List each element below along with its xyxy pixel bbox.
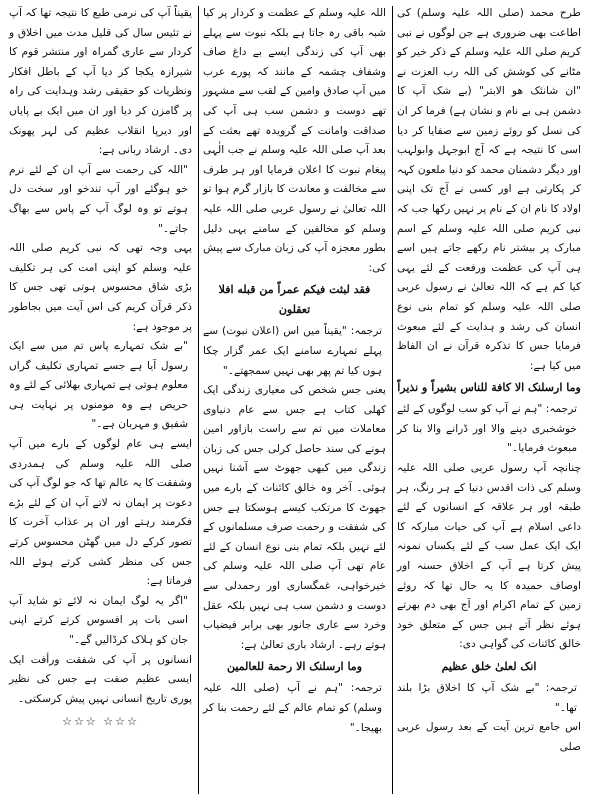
paragraph: چنانچہ آپ رسول عربی صلی اللہ علیہ وسلم کی ذات اقدس دنیا کے ہر رنگ، ہر طبقہ اور ہر علاقہ کے انسانوں کے لئے داعی اسلام ہے آپ کی حیات مبارکہ کا ایک ایک عمل سب کے لئے یکساں نمونہ پیش کرتا ہے آپ کے اخلاق حسنہ اور اوصاف حمیدہ کا یہ حال تھا کہ روئے زمین کے تمام اکرام اور آج بھی دم بھرتے ہوئے نظر آتے ہیں جس کے متعلق خود خالق کائنات کی گواہی دی: — [397, 462, 581, 651]
column-middle — [198, 4, 392, 796]
arabic-verse: وما ارسلنک الا رحمة للعالمین — [226, 660, 363, 674]
paragraph: یہی وجہ تھی کہ نبی کریم صلی اللہ علیہ وسلم کو اپنی امت کی ہر تکلیف بڑی شاق محسوس ہوتی تھی جس کا ذکر قرآن کریم کی اس آیت میں بجاطور پر موجود ہے: — [9, 242, 192, 333]
paragraph: اللہ علیہ وسلم کے عظمت و کردار پر کیا شبہ باقی رہ جاتا ہے بلکہ نبوت سے پہلے بھی آپ کی زندگی ایسے بے داغ صاف وشفاف چشمہ کے مانند کہ پورے عرب میں آپ صادق وامین کے لقب سے مشہور تھے دوست و دشمن سب ہی آپ کی صداقت وامانت کے گرویدہ تھے بعثت کے بعد آپ صلی اللہ علیہ وسلم نے جب الٰہی پیغام نبوت کا اعلان فرمایا اور ہر طرف سے مخالفت و معاندت کا بازار گرم ہوا تو اللہ تعالیٰ نے رسول عربی صلی اللہ علیہ وسلم کو مخالفین کے سامنے یہی دلیل بطور معجزہ آپ کی زبان مبارک سے پیش کی: — [203, 7, 386, 274]
section-end-stars: ☆☆☆ ☆☆☆ — [62, 715, 139, 729]
translation-quote: "اگر یہ لوگ ایمان نہ لائے تو شاید آپ اسی بات پر افسوس کرتے کرتے اپنی جان کو ہلاک کرڈالیں گے۔" — [9, 594, 188, 646]
paragraph: یعنی جس شخص کی معیاری زندگی ایک کھلی کتاب ہے جس سے عام دنیاوی معاملات میں تم سے راست بازاور امین ہونے کی سند حاصل کرلی جس کی زبان زندگی میں کبھی جھوٹ سے آشنا نہیں ہوئی۔ آخر وہ خالق کائنات کے بارے میں جھوٹ کا مرتکب کیسے ہوسکتا ہے جس کی شفقت و رحمت صرف مسلمانوں کے لئے نہیں بلکہ تمام بنی نوع انسان کے لئے عام تھی آپ صلی اللہ علیہ وسلم کی خیرخواہی، غمگساری اور رحمدلی سے دوست و دشمن سب ہی نہیں بلکہ عقل وخرد سے عاری جانور بھی برابر فیضیاب ہوتے رہے۔ ارشاد باری تعالیٰ ہے: — [203, 384, 386, 651]
paragraph: اس جامع ترین آیت کے بعد رسول عربی صلی — [397, 721, 581, 753]
paragraph: انسانوں پر آپ کی شفقت ورأفت ایک ایسی عظیم صفت ہے جس کی نظیر پوری تاریخ انسانی نہیں پیش کرسکتی۔ — [9, 653, 192, 705]
translation-quote: ترجمہ: "ہم نے آپ کو سب لوگوں کے لئے خوشخبری دینے والا اور ڈرانے والا بنا کر مبعوث فرمایا۔" — [397, 403, 577, 455]
column-right — [392, 4, 586, 796]
arabic-verse: وما ارسلنک الا کافة للناس بشیراً و نذیراً — [397, 381, 581, 395]
translation-quote: "اللہ کی رحمت سے آپ ان کے لئے نرم خو ہوگئے اور آپ تندخو اور سخت دل ہوتے تو وہ لوگ آپ کے پاس سے بھاگ جاتے۔" — [9, 163, 188, 235]
paragraph: ایسے ہی عام لوگوں کے بارے میں آپ صلی اللہ علیہ وسلم کی ہمدردی وشفقت کا یہ عالم تھا کہ جو لوگ آپ کی دعوت پر ایمان نہ لاتے آپ ان کے لئے بڑے فکرمند رہتے اور ان پر عذاب آخرت کا تصور کرکے دل میں گھٹن محسوس کرتے جس کی منظر کشی کرتے ہوئے اللہ فرماتا ہے: — [9, 438, 192, 588]
arabic-verse: انک لعلیٰ خلق عظیم — [441, 660, 537, 673]
column-divider — [198, 6, 199, 794]
newspaper-page — [4, 4, 586, 796]
column-left — [4, 4, 198, 796]
paragraph: طرح محمد (صلی اللہ علیہ وسلم) کی اطاعت بھی ضروری ہے جن لوگوں نے نبی کریم صلی اللہ علیہ وسلم کے ذکر خیر کو مٹانے کی کوشش کی اللہ رب العزت نے "ان شانئک ھو الابتر" (بے شک آپ کا دشمن ہی بے نام و نشان ہے) فرما کر ان کی نسل کو روئے زمین سے صفایا کر دیا اسی کا نتیجہ ہے کہ آج ابوجہل وابولہب اور دیگر دشمنان محمد کو دنیا ملعون کہہ کر پکارتی ہے اور کسی نے آج تک اپنی اولاد کا نام ان کے نام پر نہیں رکھا جب کہ نبی کریم صلی اللہ علیہ وسلم کے اسم مبارک پر بیشتر نام رکھے جاتے ہیں اسے ہی آپ کی عظمت ورفعت کے لئے یہی کیا کم ہے کہ اللہ تعالیٰ نے رسول عربی صلی اللہ علیہ وسلم کو تمام بنی نوع انسان کی رشد و ہدایت کے لئے مبعوث فرمایا جس کا تذکرہ قرآن نے ان الفاظ میں کیا ہے: — [397, 7, 581, 372]
translation-quote: "بے شک تمہارے پاس تم میں سے ایک رسول آیا ہے جسے تمہاری تکلیف گراں معلوم ہوتی ہے تمہاری بھلائی کے لئے وہ حریص ہے وہ مومنوں پر نہایت ہی شفیق و مہربان ہے۔" — [9, 340, 188, 431]
column-divider — [392, 6, 393, 794]
translation-quote: ترجمہ: "یقیناً میں اس (اعلان نبوت) سے پہلے تمہارے سامنے ایک عمر گزار چکا ہوں کیا تم پھر بھی نہیں سمجھتے۔" — [203, 325, 382, 377]
paragraph: یقیناً آپ کی نرمی طبع کا نتیجہ تھا کہ آپ نے تئیس سال کی قلیل مدت میں اخلاق و کردار سے عاری گمراہ اور منتشر قوم کا شیرازہ یکجا کر دیا آپ کے باطل افکار ونظریات کو حقیقی رشد وہدایت کی راہ پر گامزن کر دیا اور ان میں ایک بے پایاں اور دیرپا انقلاب عظیم کی لہر پھونک دی۔ ارشاد ربانی ہے: — [9, 7, 192, 157]
arabic-verse: فقد لبثت فیکم عمراً من قبله افلا تعقلون — [218, 283, 371, 317]
translation-quote: ترجمہ: "بے شک آپ کا اخلاق بڑا بلند تھا۔" — [397, 682, 577, 714]
translation-quote: ترجمہ: "ہم نے آپ (صلی اللہ علیہ وسلم) کو تمام عالم کے لئے رحمت بنا کر بھیجا۔" — [203, 682, 382, 734]
